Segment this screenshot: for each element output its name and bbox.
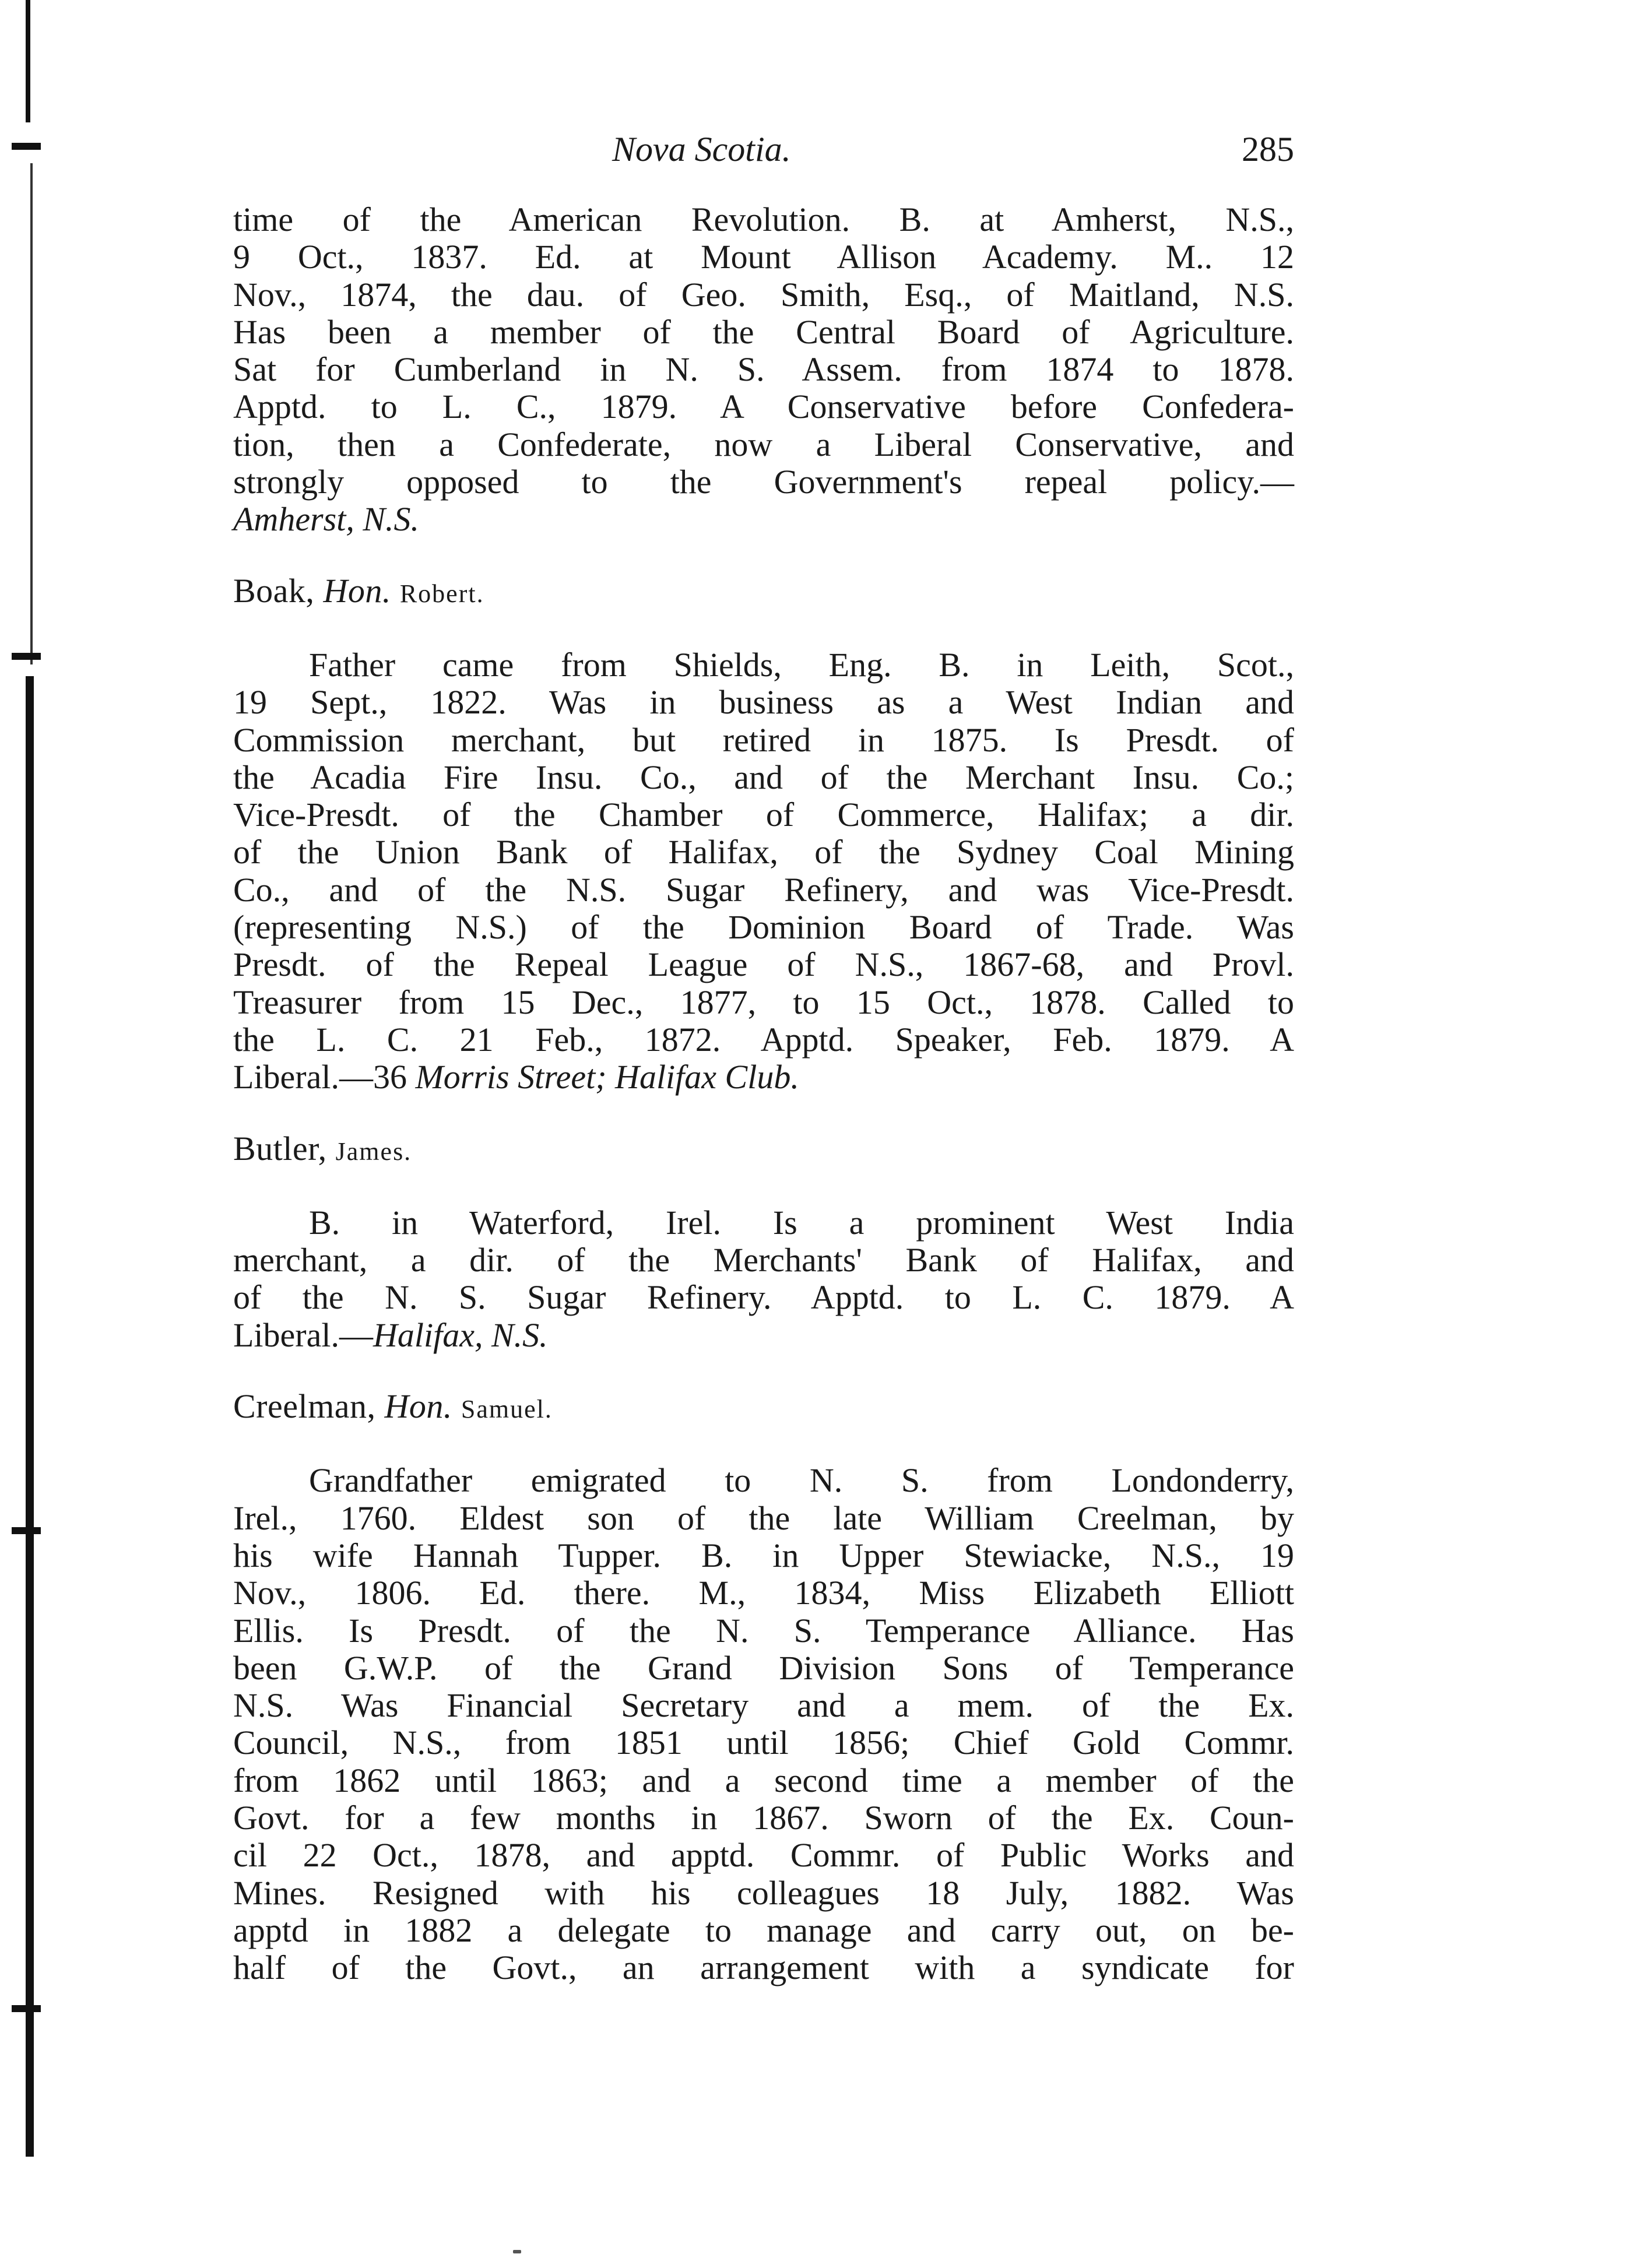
entry-given-name: Samuel. [461, 1395, 553, 1424]
text-line: half of the Govt., an arrangement with a syndicate for [233, 1949, 1294, 1987]
page-number: 285 [1242, 130, 1294, 168]
text-line: Has been a member of the Central Board of Agriculture. [233, 312, 1294, 351]
text-line: tion, then a Confederate, now a Liberal Conservative, and [233, 425, 1294, 463]
binding-edge-thin [30, 163, 33, 664]
affiliation: Liberal.— [233, 1316, 373, 1354]
text-line: Co., and of the N.S. Sugar Refinery, and was Vice-Presdt. [233, 870, 1294, 909]
text-line: of the Union Bank of Halifax, of the Sydney Coal Mining [233, 833, 1294, 871]
text-line: the L. C. 21 Feb., 1872. Apptd. Speaker, Feb. 1879. A [233, 1020, 1294, 1059]
text-line: merchant, a dir. of the Merchants' Bank of Halifax, and [233, 1241, 1294, 1279]
text-line: 9 Oct., 1837. Ed. at Mount Allison Academy. M.. 12 [233, 238, 1294, 276]
entry-given-name: Robert. [399, 579, 484, 608]
text-line: been G.W.P. of the Grand Division Sons of Temperance [233, 1648, 1294, 1687]
binding-mark [12, 143, 41, 150]
text-line: Govt. for a few months in 1867. Sworn of the Ex. Coun- [233, 1798, 1294, 1837]
entry-honorific: Hon. [384, 1387, 452, 1426]
running-head: Nova Scotia. [612, 130, 791, 168]
text-line: Father came from Shields, Eng. B. in Leith, Scot., [309, 645, 1294, 684]
text-line: cil 22 Oct., 1878, and apptd. Commr. of Public Works and [233, 1836, 1294, 1875]
entry-surname: Creelman, [233, 1387, 376, 1426]
entry-surname: Boak, [233, 571, 315, 610]
text-line: Treasurer from 15 Dec., 1877, to 15 Oct., 1878. Called to [233, 983, 1294, 1021]
continued-entry [233, 201, 1294, 539]
entry-body-butler [233, 1204, 1294, 1354]
text-line: his wife Hannah Tupper. B. in Upper Stewiacke, N.S., 19 [233, 1536, 1294, 1574]
entry-heading-butler [233, 1130, 1294, 1170]
text-line: time of the American Revolution. B. at Amherst, N.S., [233, 201, 1294, 238]
text-line: Presdt. of the Repeal League of N.S., 1867-68, and Provl. [233, 945, 1294, 984]
text-line: N.S. Was Financial Secretary and a mem. of the Ex. [233, 1686, 1294, 1725]
text-line: of the N. S. Sugar Refinery. Apptd. to L. C. 1879. A [233, 1278, 1294, 1317]
text-line: Nov., 1806. Ed. there. M., 1834, Miss Elizabeth Elliott [233, 1574, 1294, 1612]
text-line: Sat for Cumberland in N. S. Assem. from 1874 to 1878. [233, 350, 1294, 389]
binding-mark [12, 2005, 41, 2012]
entry-given-name: James. [335, 1137, 412, 1166]
entry-body-creelman [233, 1462, 1294, 1986]
text-line: Grandfather emigrated to N. S. from Londonderry, [309, 1461, 1294, 1500]
text-line: 19 Sept., 1822. Was in business as a West Indian and [233, 683, 1294, 722]
scan-speck [513, 2250, 521, 2253]
text-line: B. in Waterford, Irel. Is a prominent West India [309, 1203, 1294, 1242]
entry-address: Morris Street; Halifax Club. [415, 1058, 799, 1096]
page-header [233, 129, 1294, 182]
affiliation: Liberal.—36 [233, 1058, 407, 1096]
text-line: Nov., 1874, the dau. of Geo. Smith, Esq., of Maitland, N.S. [233, 275, 1294, 314]
text-line: apptd in 1882 a delegate to manage and carry out, on be- [233, 1911, 1294, 1949]
entry-body-boak [233, 646, 1294, 1096]
text-line: Mines. Resigned with his colleagues 18 July, 1882. Was [233, 1873, 1294, 1912]
text-line: from 1862 until 1863; and a second time a member of the [233, 1761, 1294, 1799]
entry-surname: Butler, [233, 1129, 327, 1168]
binding-edge [26, 676, 34, 2157]
entry-address: Halifax, N.S. [373, 1316, 548, 1354]
text-line: Apptd. to L. C., 1879. A Conservative before Confedera- [233, 388, 1294, 426]
entry-honorific: Hon. [323, 571, 391, 610]
text-line: Irel., 1760. Eldest son of the late William Creelman, by [233, 1499, 1294, 1537]
entry-heading-creelman [233, 1388, 1294, 1428]
page-body [233, 201, 1294, 1986]
binding-mark [12, 653, 41, 660]
text-line-last [233, 1059, 1294, 1096]
binding-mark [12, 1527, 41, 1534]
text-line: Commission merchant, but retired in 1875. Is Presdt. of [233, 720, 1294, 759]
text-line: Council, N.S., from 1851 until 1856; Chief Gold Commr. [233, 1724, 1294, 1762]
text-line-last [233, 1317, 1294, 1354]
binding-edge-top [26, 0, 30, 122]
entry-address: Amherst, N.S. [233, 500, 419, 539]
text-line: strongly opposed to the Government's repeal policy.— [233, 463, 1294, 501]
entry-heading-boak [233, 572, 1294, 613]
text-line: (representing N.S.) of the Dominion Board of Trade. Was [233, 908, 1294, 947]
text-line: Vice-Presdt. of the Chamber of Commerce, Halifax; a dir. [233, 796, 1294, 834]
text-line: the Acadia Fire Insu. Co., and of the Merchant Insu. Co.; [233, 758, 1294, 796]
text-line: Ellis. Is Presdt. of the N. S. Temperance Alliance. Has [233, 1611, 1294, 1650]
